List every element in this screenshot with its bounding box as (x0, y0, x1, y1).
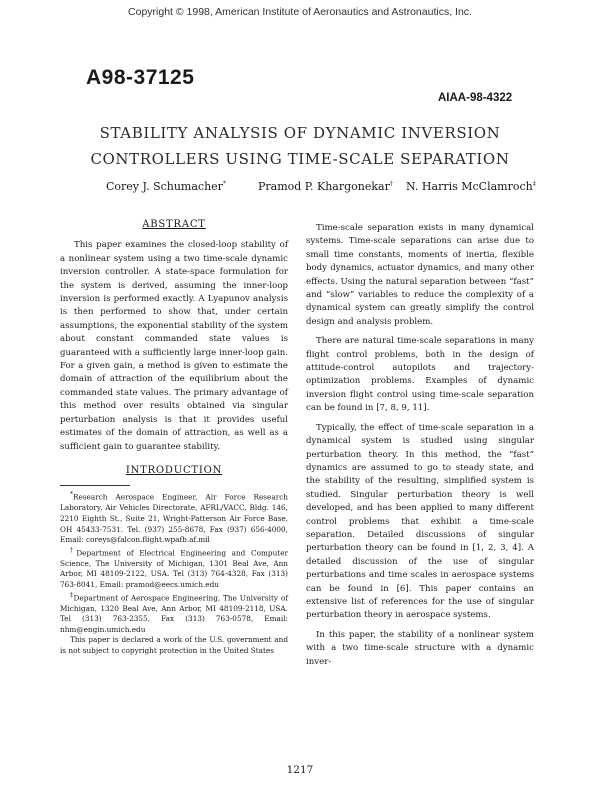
author-mark: ‡ (532, 180, 536, 188)
author-name: Corey J. Schumacher (106, 180, 223, 193)
footnote-rule (60, 485, 130, 486)
document-number: A98-37125 (86, 66, 195, 89)
footnote-text: This paper is declared a work of the U.S. government and is not subject to copyright protection in the United States (60, 635, 288, 655)
abstract-text: This paper examines the closed-loop stability of a nonlinear system using a two time-scale dynamic inversion controller. A state-space formulation for the system is derived, assuming the inner-loop inversion is performed exactly. A Lyapunov analysis is then performed to show that, under certain assumptions, the exponential stability of the system about constant commanded state values is guaranteed with a sufficiently large inner-loop gain. For a given gain, a method is given to estimate the domain of attraction of the equilibrium about the commanded state values. The primary advantage of this method over results obtained via singular perturbation analysis is that it provides useful estimates of the domain of attraction, as well as a sufficient gain to guarantee stability. (60, 240, 288, 452)
footnote-mark: * (70, 491, 73, 499)
footnote-4 (60, 635, 288, 656)
author-mark: † (389, 180, 393, 188)
footnotes (60, 490, 288, 656)
page-number: 1217 (286, 764, 314, 776)
footnote-3 (60, 591, 288, 636)
introduction-heading: INTRODUCTION (125, 464, 223, 476)
author-3 (406, 180, 536, 193)
copyright-notice: Copyright © 1998, American Institute of Aeronautics and Astronautics, Inc. (128, 6, 472, 18)
left-column (60, 218, 288, 656)
footnote-text: Research Aerospace Engineer, Air Force Research Laboratory, Air Vehicles Directorate, AFRL/VACC, Bldg. 146, 2210 Eighth St., Suite 21, Wright-Patterson Air Force Base, OH 45433-7531. Tel. (937) 255-8678, Fax (937) 656-4000, Email: coreys@falcon.flight.wpafb.af.mil (60, 492, 288, 545)
footnote-2 (60, 546, 288, 591)
abstract-heading: ABSTRACT (142, 219, 206, 230)
aiaa-paper-number: AIAA-98-4322 (438, 92, 513, 104)
author-name: N. Harris McClamroch (406, 180, 533, 193)
author-name: Pramod P. Khargonekar (258, 180, 390, 193)
paragraph: Typically, the effect of time-scale separation in a dynamical system is studied using singular perturbation theory. In this method, the “fast” dynamics are assumed to go to steady state, and the stability of the resulting, simplified system is studied. Singular perturbation theory is well developed, and has been applied to many different control problems that exhibit a time-scale separation. Detailed discussions of singular perturbation theory can be found in [1, 2, 3, 4]. A detailed discussion of the use of singular perturbations and time scales in aerospace systems can be found in [6]. This paper contains an extensive list of references for the use of singular perturbation theory in aerospace systems. (306, 422, 534, 621)
paragraph: There are natural time-scale separations in many flight control problems, both in the design of attitude-control autopilots and trajectory-optimization problems. Examples of dynamic inversion flight control using time-scale separation can be found in [7, 8, 9, 11]. (306, 336, 534, 414)
paragraph: In this paper, the stability of a nonlinear system with a two time-scale structure with a dynamic inver- (306, 629, 534, 667)
footnote-mark: † (70, 546, 77, 554)
footnote-mark: ‡ (70, 591, 74, 599)
paragraph: Time-scale separation exists in many dynamical systems. Time-scale separations can arise due to small time constants, moments of inertia, flexible body dynamics, actuator dynamics, and many other effects. Using the natural separation between “fast” and “slow” variables to reduce the complexity of a dynamical system can greatly simplify the control design and analysis problem. (306, 223, 534, 327)
author-mark: * (222, 180, 226, 188)
right-column (306, 222, 534, 669)
paper-title (0, 120, 600, 172)
title-line-1: STABILITY ANALYSIS OF DYNAMIC INVERSION (99, 124, 501, 142)
footnote-1 (60, 490, 288, 545)
author-2 (258, 180, 393, 193)
author-1 (106, 180, 226, 193)
footnote-text: Department of Aerospace Engineering, The University of Michigan, 1320 Beal Ave, Ann Arbor, MI 48109-2118, USA. Tel (313) 763-2355, Fax (313) 763-0578, Email: nhm@engin.umich.edu (60, 592, 289, 634)
footnote-text: Department of Electrical Engineering and Computer Science, The University of Michigan, 1301 Beal Ave, Ann Arbor, MI 48109-2122, USA. Tel (313) 764-4328, Fax (313) 763-8041, Email: pramod@eecs.umich.edu (60, 548, 289, 589)
title-line-2: CONTROLLERS USING TIME-SCALE SEPARATION (90, 150, 510, 168)
